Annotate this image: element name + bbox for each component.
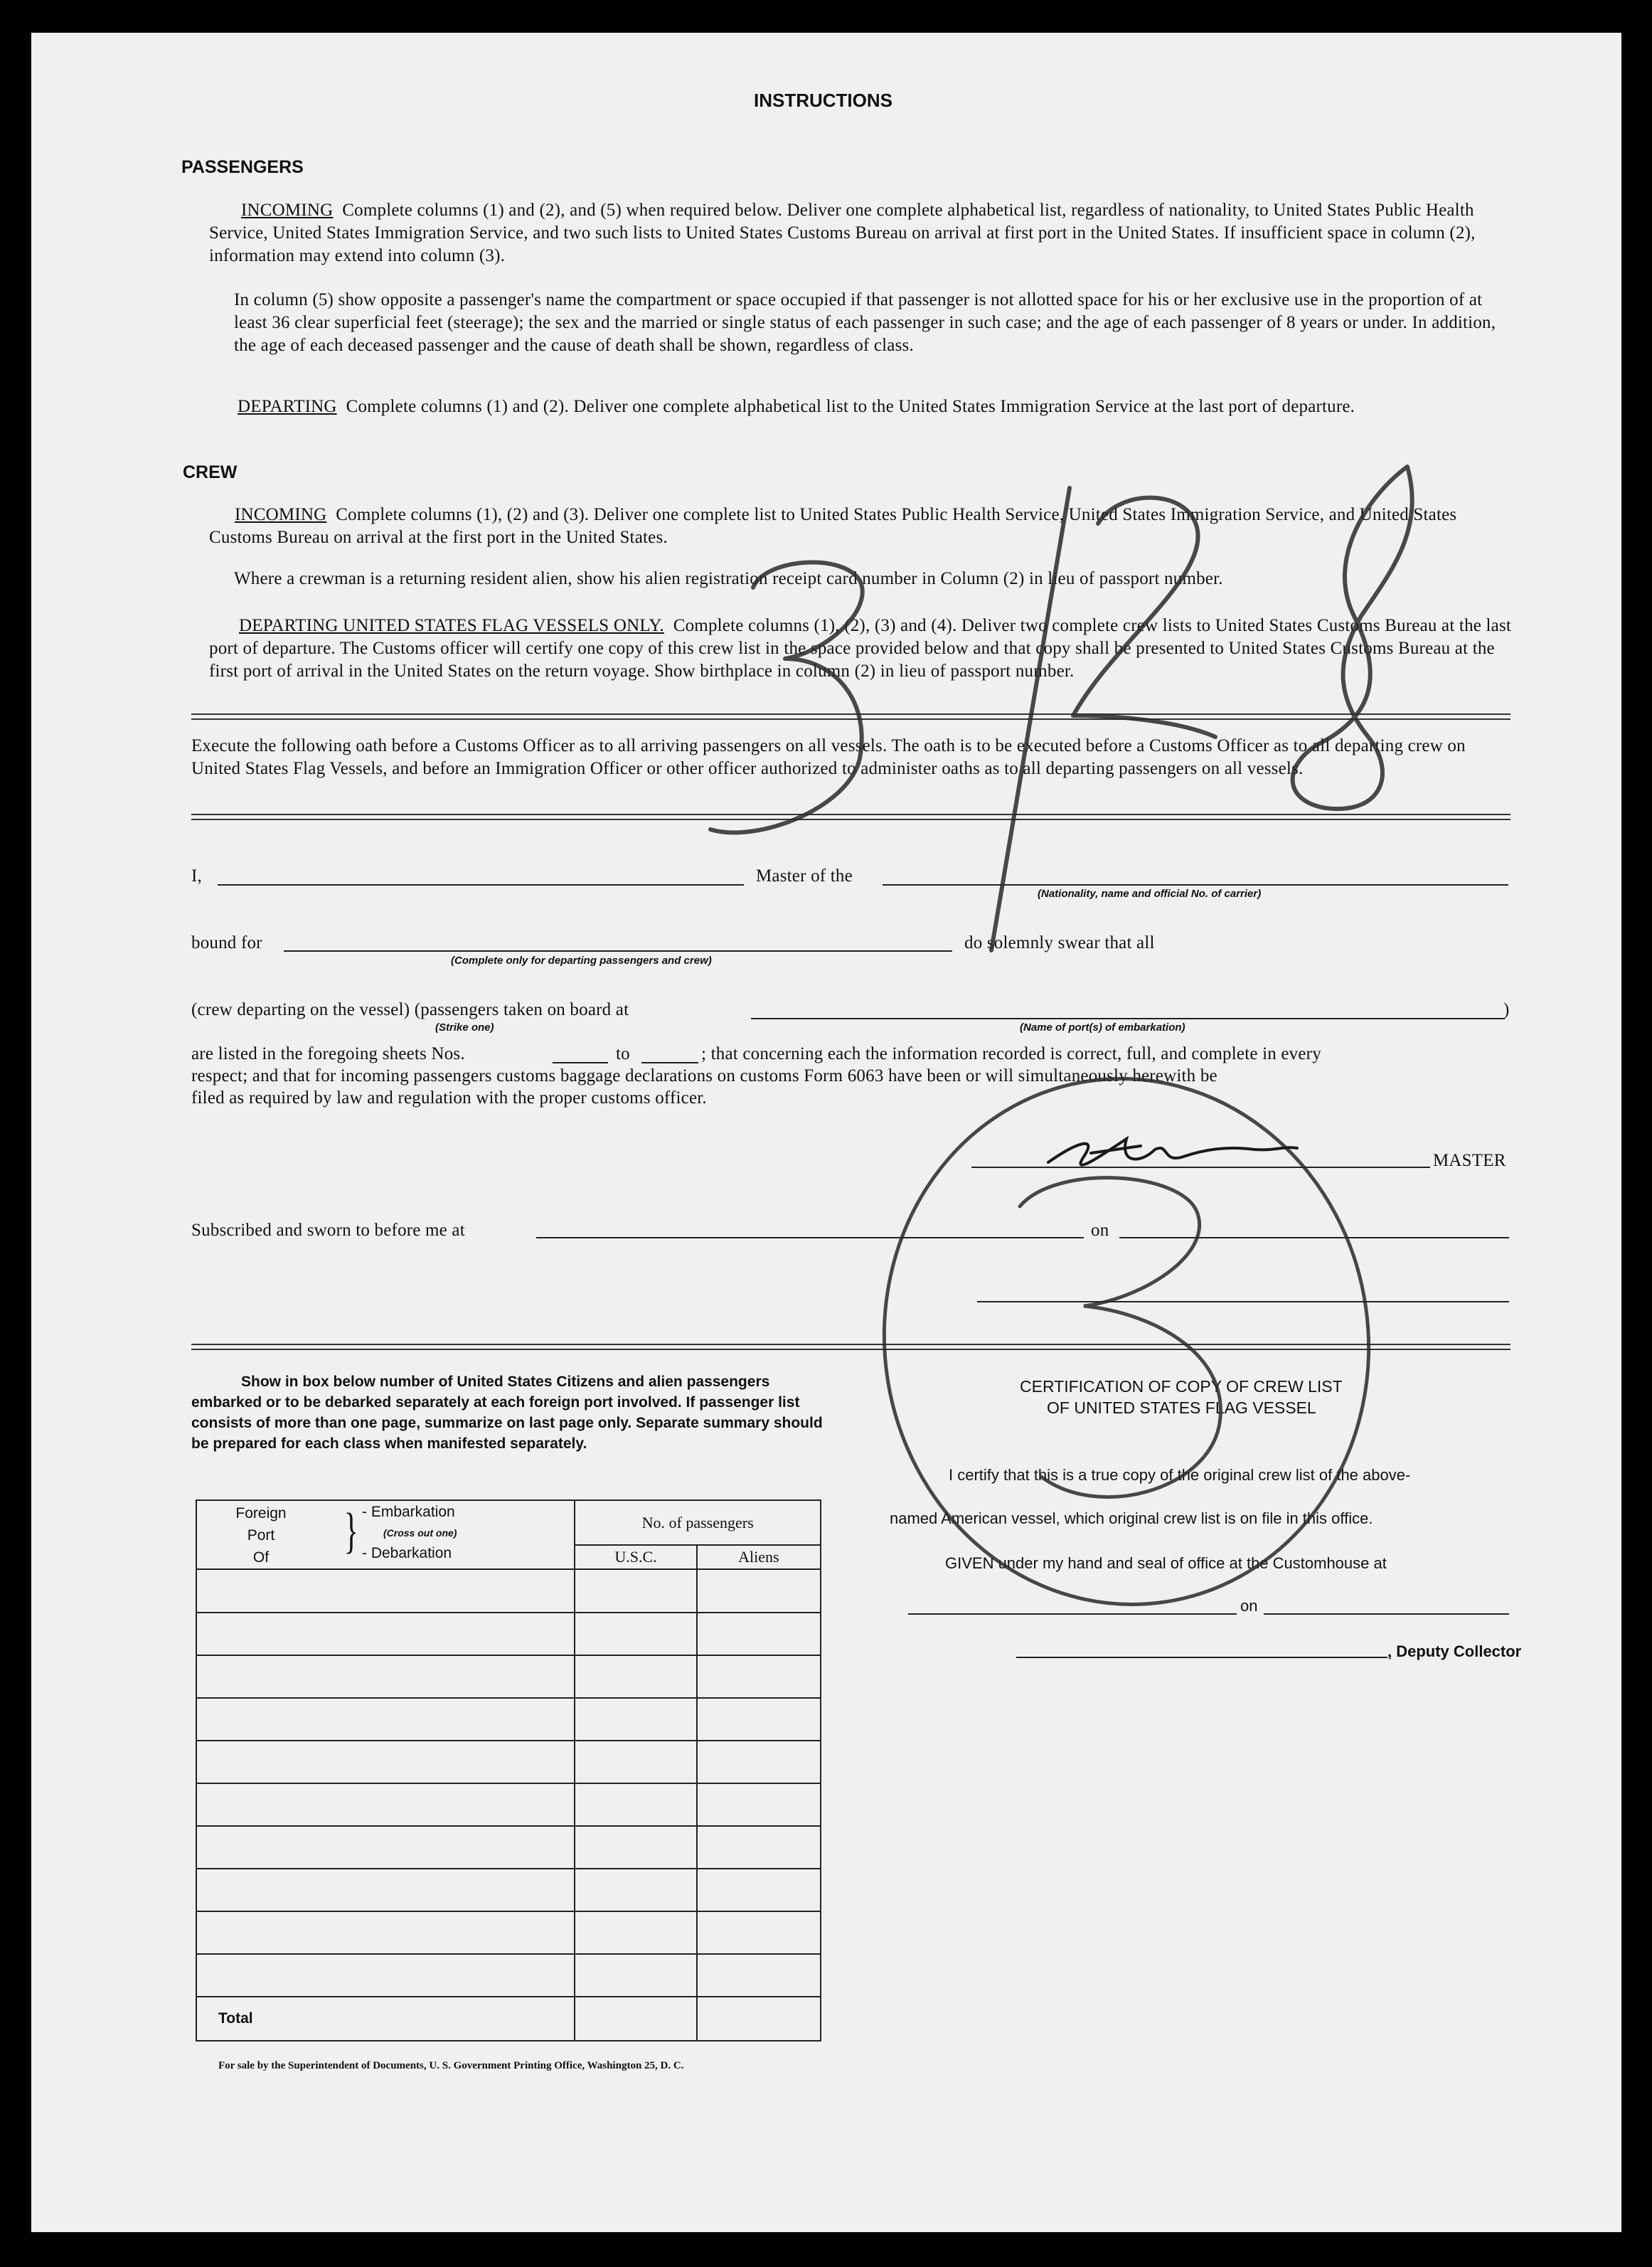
certification-text-3: GIVEN under my hand and seal of office at the Customhouse at [945, 1554, 1387, 1572]
certification-text-2: named American vessel, which original crew list is on file in this office. [890, 1509, 1373, 1527]
oath-intro-paragraph: Execute the following oath before a Customs Officer as to all arriving passengers on all vessels. The oath is to be executed before a Customs Officer as to all departing crew on United States Flag Vessels, and before an Immigration Officer or other officer authorized to administer oaths as to all departing passengers on all vessels. [191, 736, 1466, 778]
master-signature [1048, 1139, 1297, 1165]
foreign-label: Foreign [235, 1505, 287, 1522]
listed-text-2: respect; and that for incoming passengers customs baggage declarations on customs Form 6063 have been or will simultaneously herewith be [191, 1066, 1217, 1085]
master-label: MASTER [1433, 1151, 1506, 1170]
complete-only-caption: (Complete only for departing passengers and crew) [451, 955, 712, 967]
subscribed-on-label: on [1091, 1221, 1109, 1240]
listed-to-label: to [616, 1044, 630, 1063]
passengers-incoming-text: Complete columns (1) and (2), and (5) when required below. Deliver one complete alphabetical list, regardless of nationality, to United States Public Health Service, United States Immigration Service, and two such lists to United States Customs Bureau on arrival at first port in the United States. If insufficient space in column (2), information may extend into column (3). [209, 201, 1476, 265]
passengers-column5-paragraph: In column (5) show opposite a passenger's name the compartment or space occupied if that passenger is not allotted space for his or her exclusive use in the proportion of at least 36 clear superficial feet (steerage); the sex and the married or single status of each passenger in such case; and the age of each passenger of 8 years or under. In addition, the age of each deceased passenger and the cause of death shall be shown, regardless of class. [234, 290, 1496, 355]
listed-label: are listed in the foregoing sheets Nos. [191, 1044, 465, 1063]
handwritten-date-3-28 [710, 467, 1412, 950]
deputy-collector-label: , Deputy Collector [1387, 1642, 1522, 1660]
listed-text-3: filed as required by law and regulation with the proper customs officer. [191, 1088, 707, 1108]
strike-caption: (Strike one) [435, 1021, 494, 1034]
of-label: Of [252, 1549, 270, 1566]
certification-title-1: CERTIFICATION OF COPY OF CREW LIST [1020, 1377, 1343, 1396]
handwritten-circled-3 [851, 1047, 1402, 1635]
subscribed-label: Subscribed and sworn to before me at [191, 1221, 465, 1240]
crew-incoming-text: Complete columns (1), (2) and (3). Deliver one complete list to United States Public Health Service, United States Immigration Service, and United States Customs Bureau on arrival at the first port in the United States. [209, 505, 1457, 547]
bound-for-label: bound for [191, 933, 262, 952]
crew-heading: CREW [183, 462, 238, 482]
sale-note: For sale by the Superintendent of Documents, U. S. Government Printing Office, Washington 25, D. C. [218, 2060, 684, 2071]
form-page [31, 33, 1621, 2232]
port-label: Port [247, 1527, 275, 1544]
handwriting-overlay [31, 33, 1621, 2232]
swear-label: do solemnly swear that all [964, 933, 1155, 952]
debarkation-label: - Debarkation [362, 1545, 452, 1561]
certification-text-1: I certify that this is a true copy of the original crew list of the above- [949, 1466, 1411, 1484]
summary-instructions: Show in box below number of United States Citizens and alien passengers embarked or to be debarked separately at each foreign port involved. If passenger list consists of more than one page, summarize on last page only. Separate summary should be prepared for each class when manifested separately. [191, 1374, 823, 1452]
master-of-label: Master of the [756, 866, 853, 886]
usc-header: U.S.C. [575, 1545, 696, 1569]
total-label: Total [218, 2010, 253, 2027]
crew-departing-label: DEPARTING UNITED STATES FLAG VESSELS ONLY. [239, 616, 664, 635]
certification-title-2: OF UNITED STATES FLAG VESSEL [1047, 1398, 1316, 1417]
nationality-caption: (Nationality, name and official No. of carrier) [1038, 888, 1262, 900]
close-paren: ) [1503, 1000, 1510, 1019]
embarkation-label: - Embarkation [362, 1504, 455, 1520]
crew-departing-text: Complete columns (1), (2), (3) and (4). Deliver two complete crew lists to United States Customs Bureau at the last port of departure. The Customs officer will certify one copy of this crew list in the space provided below and that copy shall be presented to United States Customs Bureau at the first port of arrival in the United States on the return voyage. Show birthplace in column (2) in lieu of passport number. [209, 616, 1512, 681]
certification-on-label: on [1240, 1597, 1258, 1615]
oath-i-label: I, [191, 866, 202, 886]
crew-passengers-label: (crew departing on the vessel) (passengers taken on board at [191, 1000, 629, 1019]
cross-out-caption: (Cross out one) [383, 1527, 457, 1539]
passengers-heading: PASSENGERS [181, 157, 304, 177]
passengers-departing-label: DEPARTING [238, 397, 337, 416]
passengers-incoming-label: INCOMING [241, 201, 334, 220]
aliens-header: Aliens [697, 1545, 821, 1569]
crew-alien-paragraph: Where a crewman is a returning resident alien, show his alien registration receipt card number in Column (2) in lieu of passport number. [234, 569, 1223, 588]
ports-caption: (Name of port(s) of embarkation) [1020, 1021, 1185, 1034]
brace-icon: } [343, 1504, 358, 1559]
passengers-departing-text: Complete columns (1) and (2). Deliver one complete alphabetical list to the United States Immigration Service at the last port of departure. [346, 397, 1355, 416]
crew-incoming-label: INCOMING [235, 505, 327, 524]
page-title: INSTRUCTIONS [754, 90, 892, 111]
listed-text-1: ; that concerning each the information recorded is correct, full, and complete in every [701, 1044, 1321, 1063]
no-of-passengers-header: No. of passengers [575, 1500, 821, 1545]
